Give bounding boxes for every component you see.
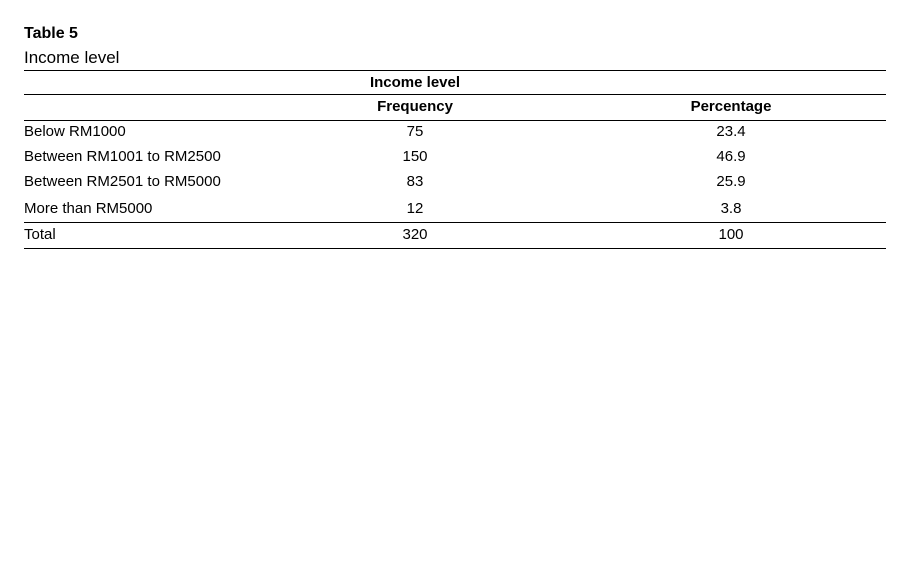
row-frequency: 12 — [406, 200, 424, 217]
row-percentage: 25.9 — [716, 173, 746, 190]
table-caption: Income level — [24, 48, 120, 67]
top-rule — [24, 70, 886, 71]
header-rule — [24, 120, 886, 121]
row-percentage: 46.9 — [716, 148, 746, 165]
total-frequency: 320 — [402, 226, 428, 243]
table-number: Table 5 — [24, 25, 78, 42]
row-label: More than RM5000 — [24, 200, 153, 217]
total-percentage: 100 — [718, 226, 744, 243]
row-label: Between RM2501 to RM5000 — [24, 173, 221, 190]
row-frequency: 150 — [402, 148, 428, 165]
row-frequency: 83 — [406, 173, 424, 190]
group-header-rule — [24, 94, 886, 95]
row-label: Between RM1001 to RM2500 — [24, 148, 221, 165]
group-header: Income level — [369, 74, 461, 91]
column-header-frequency: Frequency — [377, 98, 453, 115]
total-rule — [24, 222, 886, 223]
row-percentage: 3.8 — [720, 200, 742, 217]
row-label: Below RM1000 — [24, 123, 126, 140]
row-frequency: 75 — [406, 123, 424, 140]
total-label: Total — [24, 226, 56, 243]
column-header-percentage: Percentage — [690, 98, 772, 115]
row-percentage: 23.4 — [716, 123, 746, 140]
bottom-rule — [24, 248, 886, 249]
